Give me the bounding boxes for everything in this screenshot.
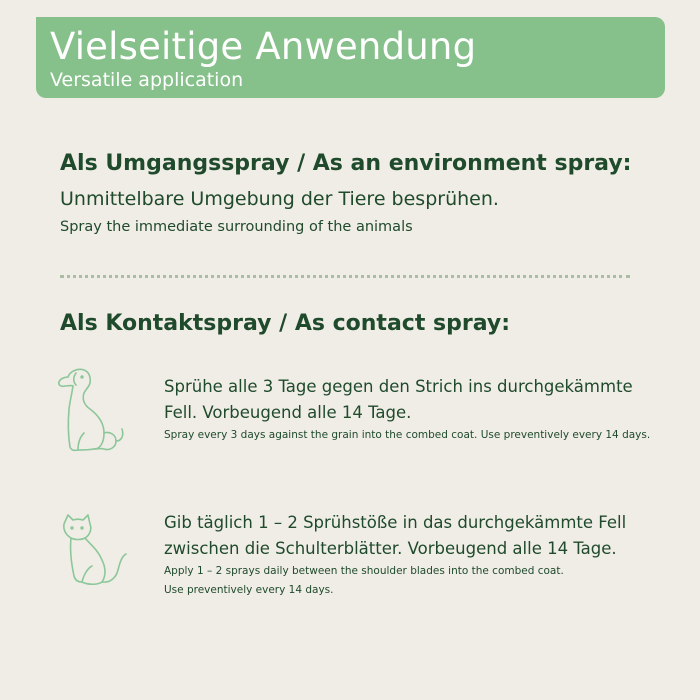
page-subtitle: Versatile application (50, 69, 244, 91)
dog-instructions (164, 374, 684, 445)
dog-instructions-de-line2: Fell. Vorbeugend alle 14 Tage. (164, 403, 412, 422)
cat-icon (58, 510, 128, 588)
dog-instructions-de-line1: Sprühe alle 3 Tage gegen den Strich ins durchgekämmte (164, 377, 633, 396)
dog-instructions-en: Spray every 3 days against the grain into the combed coat. Use preventively every 14 days. (164, 429, 651, 441)
cat-instructions (164, 510, 684, 600)
cat-instructions-de-line2: zwischen die Schulterblätter. Vorbeugend alle 14 Tage. (164, 539, 617, 558)
contact-spray-heading: Als Kontaktspray / As contact spray: (60, 311, 511, 336)
environment-spray-text-en: Spray the immediate surrounding of the animals (60, 219, 413, 235)
dotted-divider (60, 275, 630, 278)
header-banner (36, 17, 665, 98)
cat-instructions-de-line1: Gib täglich 1 – 2 Sprühstöße in das durchgekämmte Fell (164, 513, 627, 532)
cat-instructions-en-line1: Apply 1 – 2 sprays daily between the shoulder blades into the combed coat. (164, 565, 564, 577)
cat-instructions-en-line2: Use preventively every 14 days. (164, 584, 334, 596)
environment-spray-text-de: Unmittelbare Umgebung der Tiere besprühen. (60, 188, 499, 210)
dog-icon (54, 365, 130, 455)
page-title: Vielseitige Anwendung (50, 25, 477, 68)
environment-spray-heading: Als Umgangsspray / As an environment spray: (60, 151, 632, 176)
